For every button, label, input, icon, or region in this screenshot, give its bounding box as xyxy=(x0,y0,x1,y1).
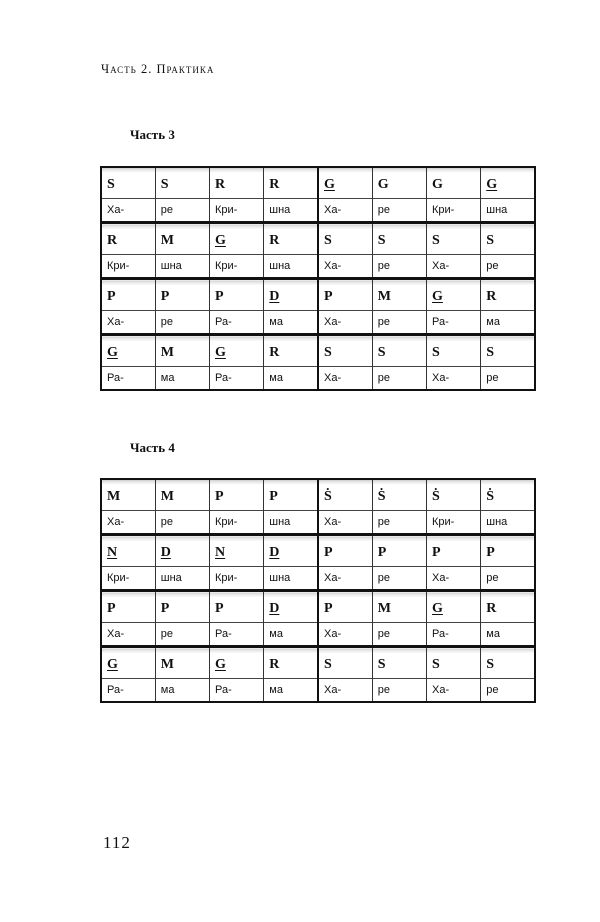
syllables-row xyxy=(101,567,535,591)
note-letter: S xyxy=(107,176,115,192)
syllable-cell: Ха- xyxy=(427,679,481,703)
note-cell xyxy=(101,279,155,311)
syllable-cell: Ра- xyxy=(427,623,481,647)
note-cell xyxy=(372,223,426,255)
note-cell xyxy=(481,479,535,511)
syllable-cell: ре xyxy=(481,367,535,391)
note-cell xyxy=(372,647,426,679)
note-letter: P xyxy=(432,544,441,560)
syllable-cell: Кри- xyxy=(427,511,481,535)
note-cell xyxy=(481,223,535,255)
note-letter: G xyxy=(324,176,335,192)
note-letter: G xyxy=(486,176,498,192)
note-cell xyxy=(155,167,209,199)
note-cell xyxy=(101,535,155,567)
syllable-cell: ма xyxy=(264,679,318,703)
syllable-cell: Ра- xyxy=(101,679,155,703)
syllable-cell: шна xyxy=(155,255,209,279)
note-cell xyxy=(318,335,372,367)
note-cell xyxy=(101,335,155,367)
note-letter: M xyxy=(377,288,391,304)
syllables-row xyxy=(101,255,535,279)
note-letter: P xyxy=(486,544,495,560)
note-cell xyxy=(101,591,155,623)
notes-row xyxy=(101,647,535,679)
note-letter: M xyxy=(160,232,174,248)
note-cell xyxy=(427,167,481,199)
note-letter: P xyxy=(160,600,170,616)
note-cell xyxy=(318,479,372,511)
note-cell xyxy=(372,335,426,367)
note-letter: D xyxy=(269,288,280,304)
note-cell xyxy=(264,479,318,511)
syllable-cell: ре xyxy=(372,567,426,591)
syllable-cell: Ра- xyxy=(427,311,481,335)
note-letter: S xyxy=(377,656,386,672)
note-letter: M xyxy=(107,488,121,504)
syllable-cell: ре xyxy=(372,255,426,279)
note-letter: S xyxy=(324,344,332,360)
syllable-cell: ре xyxy=(481,567,535,591)
syllable-cell: ма xyxy=(264,311,318,335)
syllable-cell: ре xyxy=(155,311,209,335)
note-letter: Ṡ xyxy=(486,488,495,504)
note-letter: S xyxy=(324,232,332,248)
note-letter: M xyxy=(160,488,174,504)
note-cell xyxy=(427,223,481,255)
syllable-cell: Ра- xyxy=(210,311,264,335)
note-cell xyxy=(318,279,372,311)
page-number: 112 xyxy=(103,833,131,852)
note-letter: S xyxy=(432,656,440,672)
syllable-cell: Ха- xyxy=(318,511,372,535)
syllables-row xyxy=(101,679,535,703)
syllables-row xyxy=(101,311,535,335)
syllable-cell: ре xyxy=(372,311,426,335)
note-cell xyxy=(210,591,264,623)
note-cell xyxy=(155,335,209,367)
syllable-cell: Ра- xyxy=(210,679,264,703)
note-cell xyxy=(210,223,264,255)
note-cell xyxy=(155,535,209,567)
syllable-cell: шна xyxy=(155,567,209,591)
note-letter: N xyxy=(215,544,226,560)
note-letter: G xyxy=(107,656,118,672)
note-cell xyxy=(372,279,426,311)
syllable-cell: ре xyxy=(155,511,209,535)
note-letter: P xyxy=(107,288,116,304)
syllable-cell: Ха- xyxy=(101,311,155,335)
notes-row xyxy=(101,591,535,623)
note-cell xyxy=(481,535,535,567)
syllable-cell: Ра- xyxy=(101,367,155,391)
syllable-cell: Ха- xyxy=(318,679,372,703)
syllable-cell: Ра- xyxy=(210,623,264,647)
syllable-cell: Кри- xyxy=(101,567,155,591)
note-cell xyxy=(481,167,535,199)
part3-title: Часть 3 xyxy=(130,127,175,142)
syllable-cell: ма xyxy=(155,367,209,391)
note-letter: P xyxy=(324,544,333,560)
syllable-cell: Ха- xyxy=(101,623,155,647)
notes-row xyxy=(101,223,535,255)
note-cell xyxy=(210,479,264,511)
syllable-cell: Кри- xyxy=(427,199,481,223)
syllable-cell: Ха- xyxy=(318,199,372,223)
note-cell xyxy=(155,647,209,679)
note-cell xyxy=(264,535,318,567)
note-cell xyxy=(101,223,155,255)
note-cell xyxy=(155,223,209,255)
note-cell xyxy=(210,535,264,567)
note-cell xyxy=(372,479,426,511)
note-letter: P xyxy=(215,488,224,504)
note-cell xyxy=(427,279,481,311)
syllable-cell: ма xyxy=(481,623,535,647)
syllable-cell: шна xyxy=(264,511,318,535)
syllable-cell: ре xyxy=(372,367,426,391)
syllable-cell: ре xyxy=(372,623,426,647)
note-letter: M xyxy=(160,344,174,360)
note-letter: S xyxy=(324,656,332,672)
note-letter: P xyxy=(215,600,224,616)
note-cell xyxy=(155,479,209,511)
part4-notation-table xyxy=(100,478,536,703)
note-cell xyxy=(318,647,372,679)
syllable-cell: шна xyxy=(264,199,318,223)
note-cell xyxy=(264,591,318,623)
note-cell xyxy=(210,335,264,367)
notes-row xyxy=(101,167,535,199)
syllable-cell: Ха- xyxy=(427,255,481,279)
note-cell xyxy=(481,335,535,367)
syllable-cell: Ха- xyxy=(427,367,481,391)
syllable-cell: ма xyxy=(481,311,535,335)
syllable-cell: Ха- xyxy=(318,567,372,591)
note-letter: R xyxy=(269,656,280,672)
note-letter: P xyxy=(377,544,387,560)
syllable-cell: ре xyxy=(372,511,426,535)
note-letter: G xyxy=(107,344,118,360)
note-cell xyxy=(264,223,318,255)
syllable-cell: ре xyxy=(372,679,426,703)
syllable-cell: ре xyxy=(481,679,535,703)
note-letter: R xyxy=(215,176,226,192)
notes-row xyxy=(101,479,535,511)
note-letter: R xyxy=(269,232,280,248)
note-letter: R xyxy=(107,232,118,248)
note-letter: R xyxy=(486,288,497,304)
note-letter: G xyxy=(215,232,226,248)
note-letter: S xyxy=(432,232,440,248)
note-cell xyxy=(481,279,535,311)
note-letter: S xyxy=(377,232,386,248)
note-letter: S xyxy=(486,656,495,672)
note-cell xyxy=(210,647,264,679)
syllables-row xyxy=(101,511,535,535)
note-cell xyxy=(264,647,318,679)
syllable-cell: Ха- xyxy=(318,623,372,647)
note-letter: R xyxy=(269,176,280,192)
notes-row xyxy=(101,535,535,567)
note-letter: N xyxy=(107,544,118,560)
note-letter: M xyxy=(160,656,174,672)
notes-row xyxy=(101,335,535,367)
note-letter: S xyxy=(432,344,440,360)
note-letter: G xyxy=(432,600,443,616)
note-cell xyxy=(318,591,372,623)
note-letter: Ṡ xyxy=(432,488,440,504)
note-cell xyxy=(101,479,155,511)
syllable-cell: Ха- xyxy=(318,255,372,279)
syllable-cell: Ха- xyxy=(318,311,372,335)
syllables-row xyxy=(101,199,535,223)
syllable-cell: ре xyxy=(155,199,209,223)
syllable-cell: ма xyxy=(264,367,318,391)
notes-row xyxy=(101,279,535,311)
note-letter: D xyxy=(269,544,280,560)
note-cell xyxy=(481,591,535,623)
syllables-row xyxy=(101,367,535,391)
running-header: Часть 2. Практика xyxy=(101,62,215,76)
syllable-cell: Кри- xyxy=(101,255,155,279)
note-cell xyxy=(101,647,155,679)
syllable-cell: Кри- xyxy=(210,255,264,279)
note-cell xyxy=(264,279,318,311)
syllable-cell: шна xyxy=(264,255,318,279)
syllable-cell: Кри- xyxy=(210,511,264,535)
note-letter: R xyxy=(269,344,280,360)
note-cell xyxy=(427,591,481,623)
note-cell xyxy=(318,223,372,255)
part3-notation-table xyxy=(100,166,536,391)
syllable-cell: Кри- xyxy=(210,199,264,223)
note-cell xyxy=(101,167,155,199)
syllable-cell: шна xyxy=(481,199,535,223)
note-letter: R xyxy=(486,600,497,616)
note-letter: Ṡ xyxy=(324,488,332,504)
syllable-cell: Ха- xyxy=(101,199,155,223)
syllables-row xyxy=(101,623,535,647)
note-cell xyxy=(372,167,426,199)
note-cell xyxy=(427,479,481,511)
note-cell xyxy=(318,535,372,567)
syllable-cell: Ра- xyxy=(210,367,264,391)
note-letter: G xyxy=(215,344,226,360)
syllable-cell: ре xyxy=(372,199,426,223)
note-letter: G xyxy=(377,176,389,192)
note-letter: D xyxy=(269,600,280,616)
note-cell xyxy=(372,535,426,567)
note-letter: S xyxy=(486,344,495,360)
note-cell xyxy=(427,647,481,679)
note-letter: M xyxy=(377,600,391,616)
syllable-cell: ма xyxy=(264,623,318,647)
note-cell xyxy=(427,535,481,567)
note-cell xyxy=(264,167,318,199)
note-letter: G xyxy=(432,176,443,192)
syllable-cell: шна xyxy=(264,567,318,591)
note-letter: P xyxy=(324,288,333,304)
note-cell xyxy=(210,167,264,199)
syllable-cell: Кри- xyxy=(210,567,264,591)
syllable-cell: Ха- xyxy=(101,511,155,535)
note-letter: S xyxy=(486,232,495,248)
syllable-cell: Ха- xyxy=(427,567,481,591)
note-letter: Ṡ xyxy=(377,488,386,504)
note-letter: P xyxy=(107,600,116,616)
note-cell xyxy=(318,167,372,199)
syllable-cell: шна xyxy=(481,511,535,535)
note-letter: D xyxy=(160,544,171,560)
note-letter: P xyxy=(215,288,224,304)
syllable-cell: ре xyxy=(481,255,535,279)
syllable-cell: ма xyxy=(155,679,209,703)
note-letter: S xyxy=(160,176,169,192)
note-cell xyxy=(372,591,426,623)
note-letter: G xyxy=(432,288,443,304)
note-cell xyxy=(155,591,209,623)
note-cell xyxy=(155,279,209,311)
note-cell xyxy=(210,279,264,311)
note-letter: P xyxy=(160,288,170,304)
note-cell xyxy=(427,335,481,367)
syllable-cell: ре xyxy=(155,623,209,647)
note-letter: G xyxy=(215,656,226,672)
note-cell xyxy=(264,335,318,367)
note-letter: P xyxy=(324,600,333,616)
note-letter: P xyxy=(269,488,278,504)
note-cell xyxy=(481,647,535,679)
note-letter: S xyxy=(377,344,386,360)
part4-title: Часть 4 xyxy=(130,440,175,455)
syllable-cell: Ха- xyxy=(318,367,372,391)
